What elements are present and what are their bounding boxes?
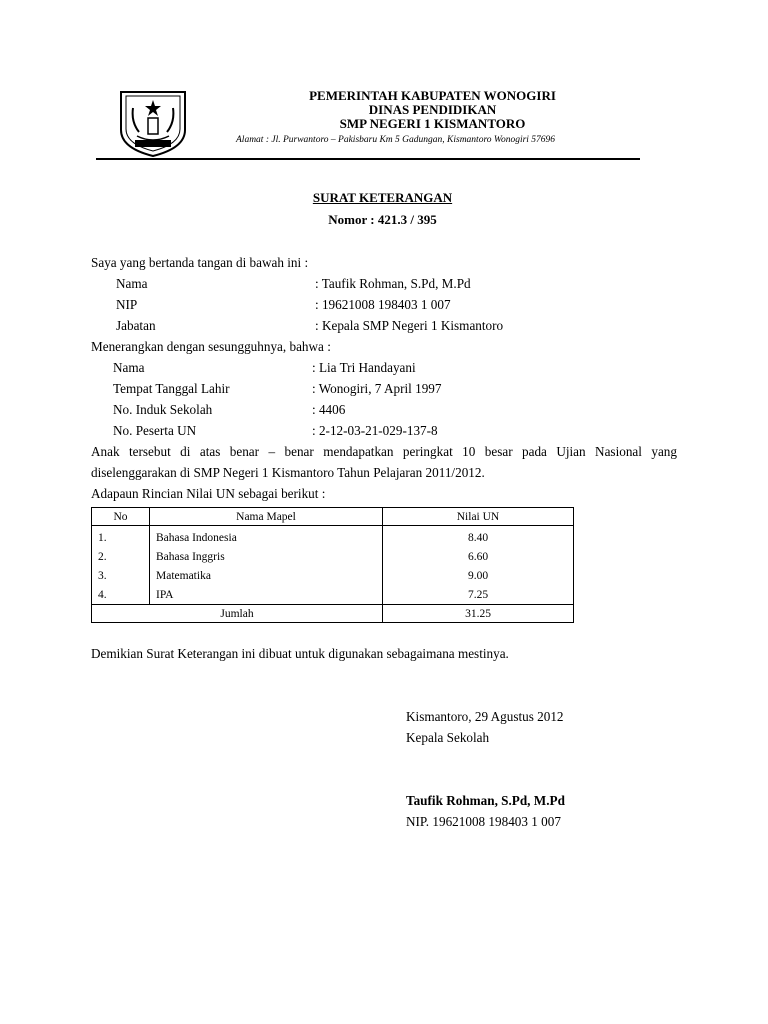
declare-text: Menerangkan dengan sesungguhnya, bahwa : xyxy=(91,339,331,354)
student-id-value: : 4406 xyxy=(312,402,346,417)
column-header-subject: Nama Mapel xyxy=(150,508,383,526)
column-header-score: Nilai UN xyxy=(383,508,574,526)
student-exam-value: : 2-12-03-21-029-137-8 xyxy=(312,423,438,438)
school-emblem-icon xyxy=(117,86,189,158)
document-number: Nomor : 421.3 / 395 xyxy=(328,212,437,227)
student-name-value: : Lia Tri Handayani xyxy=(312,360,416,375)
row-score: 9.00 xyxy=(383,566,574,585)
row-score: 7.25 xyxy=(383,585,574,605)
student-name-label: Nama xyxy=(113,360,145,375)
signer-nip-value: : 19621008 198403 1 007 xyxy=(315,297,451,312)
row-number: 2. xyxy=(92,547,150,566)
signer-position-label: Jabatan xyxy=(116,318,156,333)
student-birth-value: : Wonogiri, 7 April 1997 xyxy=(312,381,442,396)
intro-text: Saya yang bertanda tangan di bawah ini : xyxy=(91,255,309,270)
row-score: 8.40 xyxy=(383,526,574,548)
letterhead-address: Alamat : Jl. Purwantoro – Pakisbaru Km 5 Gadungan, Kismantoro Wonogiri 57696 xyxy=(236,135,556,145)
total-label: Jumlah xyxy=(92,605,383,623)
document-title: SURAT KETERANGAN xyxy=(312,190,453,205)
signature-position: Kepala Sekolah xyxy=(406,730,490,745)
letterhead-divider xyxy=(96,158,640,160)
table-row xyxy=(92,566,574,585)
letterhead-line-1: PEMERINTAH KABUPATEN WONOGIRI xyxy=(309,88,556,103)
signer-name-value: : Taufik Rohman, S.Pd, M.Pd xyxy=(315,276,471,291)
row-score: 6.60 xyxy=(383,547,574,566)
statement-line-2: diselenggarakan di SMP Negeri 1 Kismantoro Tahun Pelajaran 2011/2012. xyxy=(91,465,485,480)
signer-position-value: : Kepala SMP Negeri 1 Kismantoro xyxy=(315,318,504,333)
student-exam-label: No. Peserta UN xyxy=(113,423,197,438)
signature-place-date: Kismantoro, 29 Agustus 2012 xyxy=(406,709,564,724)
statement-line-1: Anak tersebut di atas benar – benar mendapatkan peringkat 10 besar pada Ujian Nasional yang xyxy=(91,444,677,459)
row-number: 3. xyxy=(92,566,150,585)
grades-table xyxy=(91,507,574,623)
signature-name: Taufik Rohman, S.Pd, M.Pd xyxy=(406,793,565,808)
letterhead-line-3: SMP NEGERI 1 KISMANTORO xyxy=(339,116,526,131)
signer-name-label: Nama xyxy=(116,276,148,291)
letterhead-line-2: DINAS PENDIDIKAN xyxy=(368,102,497,117)
table-row xyxy=(92,547,574,566)
row-number: 1. xyxy=(92,526,150,548)
table-intro-text: Adapaun Rincian Nilai UN sebagai berikut : xyxy=(91,486,326,501)
row-subject: IPA xyxy=(150,585,383,605)
signer-nip-label: NIP xyxy=(116,297,138,312)
row-subject: Bahasa Indonesia xyxy=(150,526,383,548)
table-row xyxy=(92,585,574,605)
signature-nip: NIP. 19621008 198403 1 007 xyxy=(406,814,561,829)
closing-text: Demikian Surat Keterangan ini dibuat untuk digunakan sebagaimana mestinya. xyxy=(91,646,509,661)
student-id-label: No. Induk Sekolah xyxy=(113,402,213,417)
row-number: 4. xyxy=(92,585,150,605)
table-row xyxy=(92,526,574,548)
student-birth-label: Tempat Tanggal Lahir xyxy=(113,381,230,396)
row-subject: Matematika xyxy=(150,566,383,585)
column-header-no: No xyxy=(92,508,150,526)
table-total-row xyxy=(92,605,574,623)
total-value: 31.25 xyxy=(383,605,574,623)
row-subject: Bahasa Inggris xyxy=(150,547,383,566)
table-header-row xyxy=(92,508,574,526)
